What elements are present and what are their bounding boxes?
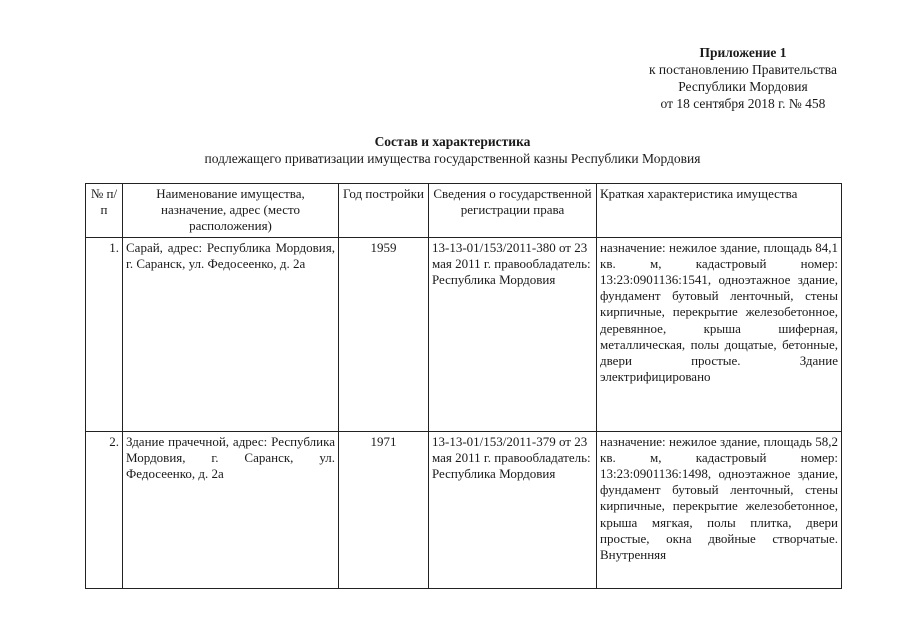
appendix-header: [649, 44, 837, 112]
table-row: [86, 431, 842, 588]
header-num: № п/п: [86, 184, 123, 238]
row-description: назначение: нежилое здание, площадь 58,2 кв. м, кадастровый номер: 13:23:0901136:1498, одноэтажное здание, фундамент бутовый ленточный, стены кирпичные, перекрытие железобетонное, крыша мягкая, полы плитка, двери простые, окна двойные створчатые. Внутренняя: [597, 431, 842, 588]
table-header-row: [86, 184, 842, 238]
row-name: Здание прачечной, адрес: Республика Мордовия, г. Саранск, ул. Федосеенко, д. 2а: [123, 431, 339, 588]
title-main: Состав и характеристика: [374, 134, 531, 149]
row-registration: 13-13-01/153/2011-379 от 23 мая 2011 г. правообладатель: Республика Мордовия: [429, 431, 597, 588]
appendix-government: Республики Мордовия: [678, 79, 808, 94]
row-description: назначение: нежилое здание, площадь 84,1 кв. м, кадастровый номер: 13:23:0901136:1541, одноэтажное здание, фундамент бутовый ленточный, стены кирпичные, перекрытие железобетонное, деревянное, крыша шиферная, металлическая, полы дощатые, бетонные, двери простые. Здание электрифицировано: [597, 237, 842, 431]
property-table: [85, 183, 842, 589]
title-sub: подлежащего приватизации имущества государственной казны Республики Мордовия: [204, 151, 701, 166]
row-year: 1971: [339, 431, 429, 588]
appendix-decree-ref: к постановлению Правительства: [648, 62, 837, 77]
row-year: 1959: [339, 237, 429, 431]
appendix-number: Приложение 1: [699, 45, 787, 60]
row-num: 2.: [86, 431, 123, 588]
header-year: Год постройки: [339, 184, 429, 238]
header-name: Наименование имущества, назначение, адрес (место расположения): [123, 184, 339, 238]
table-row: [86, 237, 842, 431]
document-title: [0, 133, 905, 167]
header-description: Краткая характеристика имущества: [597, 184, 842, 238]
row-name: Сарай, адрес: Республика Мордовия, г. Саранск, ул. Федосеенко, д. 2а: [123, 237, 339, 431]
row-registration: 13-13-01/153/2011-380 от 23 мая 2011 г. правообладатель: Республика Мордовия: [429, 237, 597, 431]
header-registration: Сведения о государственной регистрации права: [429, 184, 597, 238]
row-num: 1.: [86, 237, 123, 431]
appendix-date: от 18 сентября 2018 г. № 458: [660, 96, 826, 111]
